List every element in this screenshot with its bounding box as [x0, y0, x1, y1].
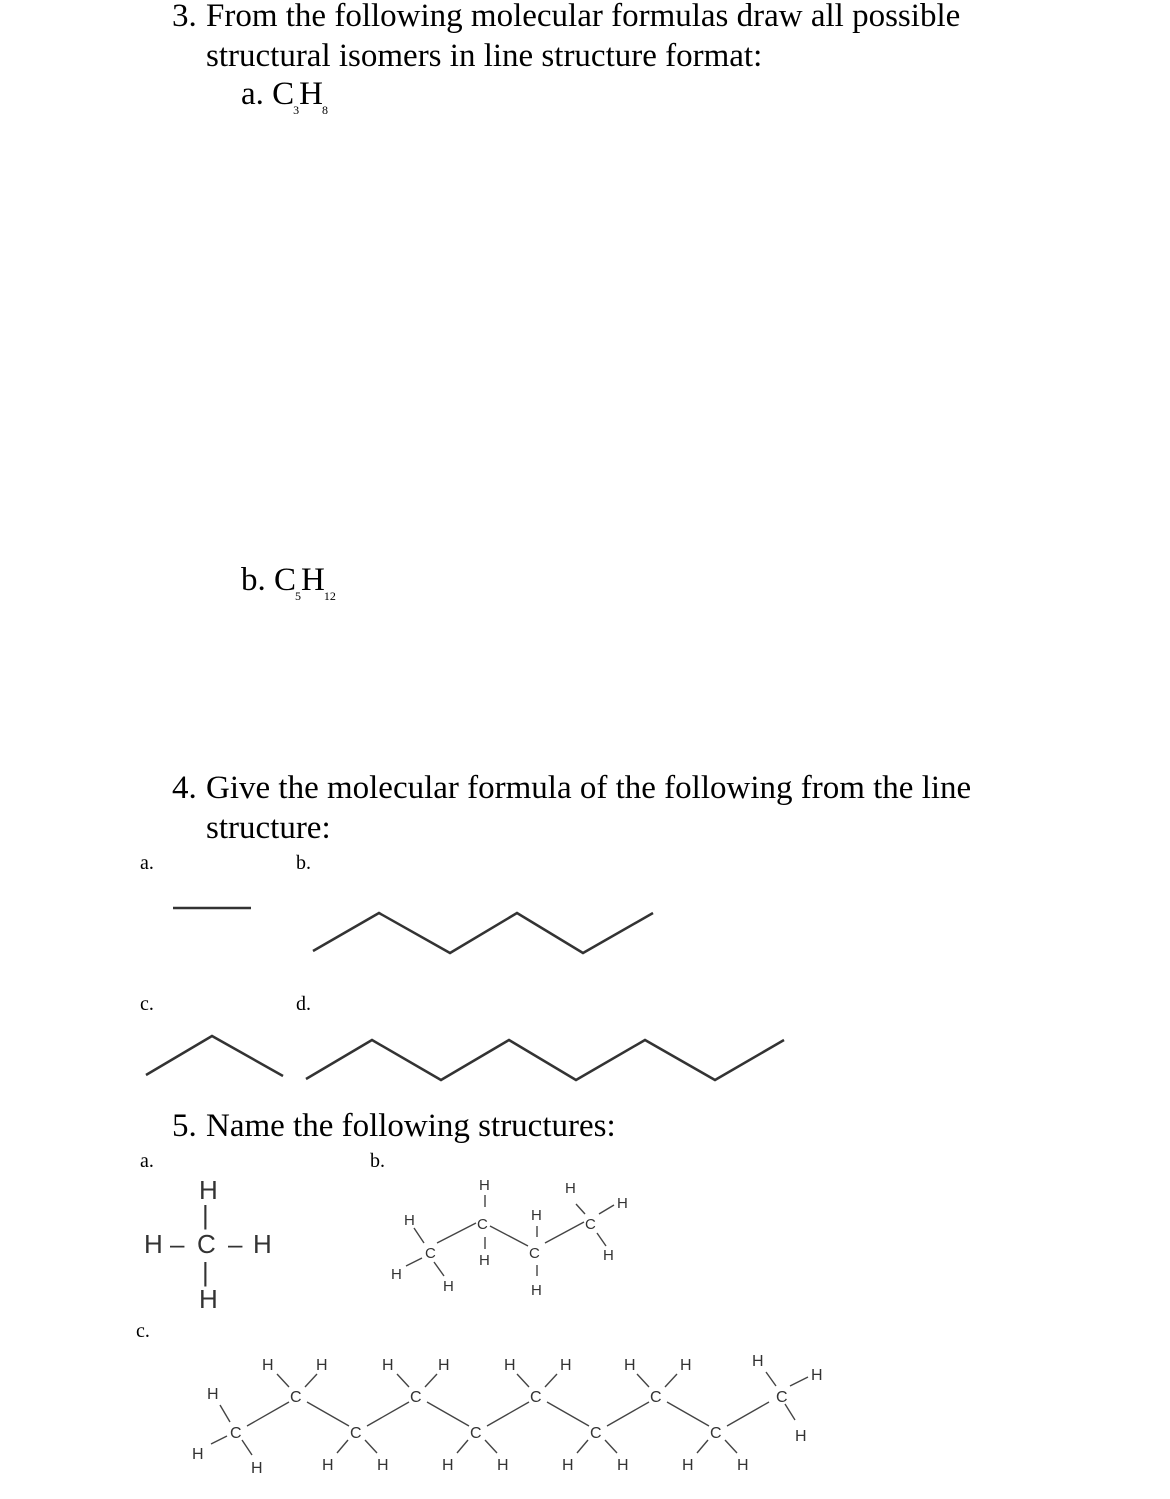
atom-c: C: [350, 1425, 362, 1442]
bond: |: [202, 1257, 209, 1287]
atom-h: H: [617, 1457, 629, 1474]
atom-c: C: [776, 1389, 788, 1406]
q5-label-a: a.: [140, 1150, 154, 1172]
atom-h: H: [497, 1457, 509, 1474]
atom-h: H: [479, 1177, 490, 1194]
atom-h: H: [531, 1207, 542, 1224]
q5-b-butane: [406, 1195, 614, 1276]
atom-h: H: [144, 1229, 163, 1259]
q4-number: 4.: [172, 770, 197, 806]
q3-b-formula: b. $C_5H_{12}$: [241, 562, 336, 603]
q4-label-b: b.: [296, 852, 311, 874]
q4-label-c: c.: [140, 993, 154, 1015]
q4-text-line1: Give the molecular formula of the following from the line: [206, 770, 972, 806]
atom-h: H: [795, 1428, 807, 1445]
q3-number: 3.: [172, 0, 197, 34]
q5-text-line1: Name the following structures:: [206, 1108, 616, 1144]
atom-h: H: [316, 1357, 328, 1374]
q5-b-atoms: [391, 1177, 628, 1299]
atom-h: H: [391, 1266, 402, 1283]
atom-h: H: [199, 1284, 218, 1314]
atom-h: H: [752, 1353, 764, 1370]
atom-h: H: [603, 1247, 614, 1264]
atom-h: H: [382, 1357, 394, 1374]
atom-c: C: [197, 1229, 216, 1259]
q5-number: 5.: [172, 1108, 197, 1144]
atom-c: C: [585, 1216, 596, 1233]
atom-h: H: [504, 1357, 516, 1374]
atom-h: H: [253, 1229, 272, 1259]
atom-h: H: [479, 1252, 490, 1269]
atom-h: H: [682, 1457, 694, 1474]
atom-c: C: [529, 1245, 540, 1262]
q4-label-d: d.: [296, 993, 311, 1015]
atom-h: H: [199, 1175, 218, 1205]
atom-h: H: [322, 1457, 334, 1474]
atom-c: C: [477, 1216, 488, 1233]
atom-c: C: [470, 1425, 482, 1442]
atom-h: H: [565, 1180, 576, 1197]
atom-h: H: [531, 1282, 542, 1299]
atom-c: C: [290, 1389, 302, 1406]
atom-h: H: [737, 1457, 749, 1474]
q5-label-c: c.: [136, 1320, 150, 1342]
bond: –: [228, 1229, 243, 1259]
q5-label-b: b.: [370, 1150, 385, 1172]
q5-a-methane: [144, 1175, 272, 1314]
q3-a-formula: a. $C_3H_8$: [241, 76, 329, 117]
atom-h: H: [442, 1457, 454, 1474]
atom-h: H: [404, 1212, 415, 1229]
atom-h: H: [560, 1357, 572, 1374]
atom-c: C: [710, 1425, 722, 1442]
atom-h: H: [562, 1457, 574, 1474]
atom-c: C: [230, 1425, 242, 1442]
atom-h: H: [624, 1357, 636, 1374]
atom-c: C: [650, 1389, 662, 1406]
atom-h: H: [617, 1195, 628, 1212]
atom-h: H: [680, 1357, 692, 1374]
atom-c: C: [530, 1389, 542, 1406]
atom-h: H: [251, 1460, 263, 1477]
atom-c: C: [590, 1425, 602, 1442]
atom-h: H: [811, 1367, 823, 1384]
q3-text-line2: structural isomers in line structure format:: [206, 38, 763, 74]
q5-c-decane: [211, 1372, 808, 1455]
atom-h: H: [207, 1386, 219, 1403]
atom-h: H: [192, 1446, 204, 1463]
atom-h: H: [262, 1357, 274, 1374]
atom-h: H: [443, 1278, 454, 1295]
atom-c: C: [410, 1389, 422, 1406]
atom-h: H: [438, 1357, 450, 1374]
q4-label-a: a.: [140, 852, 154, 874]
atom-c: C: [425, 1245, 436, 1262]
atom-h: H: [377, 1457, 389, 1474]
bond: –: [170, 1229, 185, 1259]
q3-text-line1: From the following molecular formulas draw all possible: [206, 0, 961, 34]
bond: |: [202, 1200, 209, 1230]
q4-text-line2: structure:: [206, 810, 331, 846]
